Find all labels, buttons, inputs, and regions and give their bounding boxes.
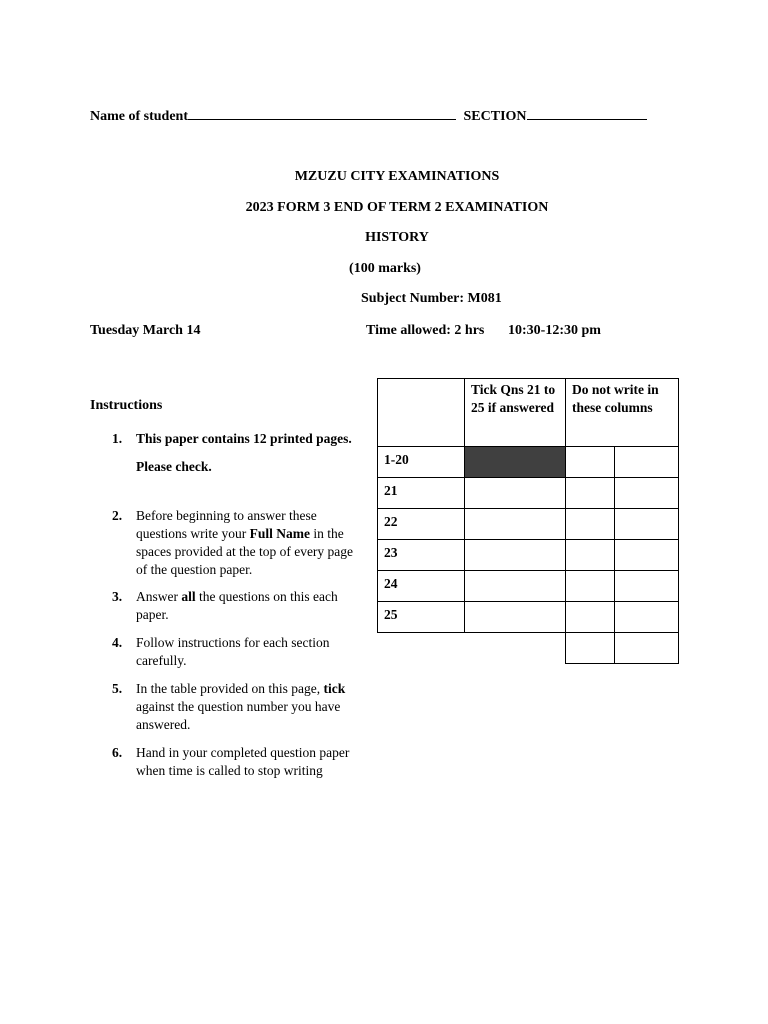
question-number-cell: 23 xyxy=(378,540,465,571)
table-row xyxy=(378,571,679,602)
instruction-number: 5. xyxy=(112,681,123,696)
tick-cell[interactable] xyxy=(465,602,566,633)
examiner-cell xyxy=(615,540,679,571)
examiner-cell xyxy=(566,509,615,540)
section-label: SECTION xyxy=(463,109,527,124)
tick-column-header: Tick Qns 21 to 25 if answered xyxy=(465,379,566,447)
instruction-text: In the table provided on this page, tick against the question number you have answered. xyxy=(136,681,346,732)
subject-title: HISTORY xyxy=(365,230,429,245)
examiner-cell xyxy=(615,509,679,540)
examiner-cell xyxy=(615,447,679,478)
table-row xyxy=(378,602,679,633)
instruction-text: Before beginning to answer these questions write your Full Name in the spaces provided at the top of every page of the question paper. xyxy=(136,508,354,577)
tick-cell[interactable] xyxy=(465,478,566,509)
instruction-number: 4. xyxy=(112,635,123,650)
table-row xyxy=(378,509,679,540)
shaded-cell xyxy=(465,447,566,478)
instruction-number: 2. xyxy=(112,508,123,523)
tick-cell[interactable] xyxy=(465,540,566,571)
instruction-number: 1. xyxy=(112,431,123,446)
table-row xyxy=(378,540,679,571)
question-number-cell: 21 xyxy=(378,478,465,509)
instruction-number: 6. xyxy=(112,745,123,760)
time-range: 10:30-12:30 pm xyxy=(508,323,601,338)
student-name-label: Name of student xyxy=(90,109,188,124)
examiner-cell xyxy=(615,571,679,602)
exam-date: Tuesday March 14 xyxy=(90,323,201,338)
marks-label: (100 marks) xyxy=(349,261,421,276)
instruction-text: Answer all the questions on this each paper. xyxy=(136,589,338,622)
question-number-cell: 25 xyxy=(378,602,465,633)
instruction-item-5 xyxy=(112,680,362,734)
instruction-item-4 xyxy=(112,634,362,670)
table-row xyxy=(378,633,679,664)
question-number-cell: 24 xyxy=(378,571,465,602)
instruction-subtext: Please check. xyxy=(136,459,212,474)
instruction-item-3 xyxy=(112,588,362,624)
instruction-item-1 xyxy=(112,430,362,476)
table-row xyxy=(378,478,679,509)
instruction-text: Follow instructions for each section carefully. xyxy=(136,635,330,668)
student-name-blank[interactable] xyxy=(188,106,456,120)
examiner-cell xyxy=(566,447,615,478)
examiner-cell xyxy=(615,478,679,509)
tick-cell[interactable] xyxy=(465,571,566,602)
tick-cell[interactable] xyxy=(465,509,566,540)
instruction-text: This paper contains 12 printed pages. xyxy=(136,431,352,446)
org-title: MZUZU CITY EXAMINATIONS xyxy=(294,169,500,184)
examiner-cell xyxy=(566,540,615,571)
instruction-number: 3. xyxy=(112,589,123,604)
examiner-cell xyxy=(566,478,615,509)
question-number-cell: 1-20 xyxy=(378,447,465,478)
time-allowed: Time allowed: 2 hrs xyxy=(366,323,485,338)
instruction-item-2 xyxy=(112,507,362,579)
examiner-total-cell xyxy=(566,633,615,664)
instruction-text: Hand in your completed question paper when time is called to stop writing xyxy=(136,745,350,778)
student-name-line[interactable] xyxy=(90,106,647,125)
question-tick-table xyxy=(377,378,679,664)
section-blank[interactable] xyxy=(527,106,647,120)
subject-number: Subject Number: M081 xyxy=(361,291,502,306)
instruction-item-6 xyxy=(112,744,362,780)
question-number-cell: 22 xyxy=(378,509,465,540)
examiner-cell xyxy=(566,602,615,633)
do-not-write-header: Do not write in these columns xyxy=(566,379,679,447)
examiner-total-cell xyxy=(615,633,679,664)
table-row xyxy=(378,447,679,478)
table-corner-cell xyxy=(378,379,465,447)
instructions-heading: Instructions xyxy=(90,398,163,413)
exam-title: 2023 FORM 3 END OF TERM 2 EXAMINATION xyxy=(245,200,549,215)
examiner-cell xyxy=(566,571,615,602)
examiner-cell xyxy=(615,602,679,633)
